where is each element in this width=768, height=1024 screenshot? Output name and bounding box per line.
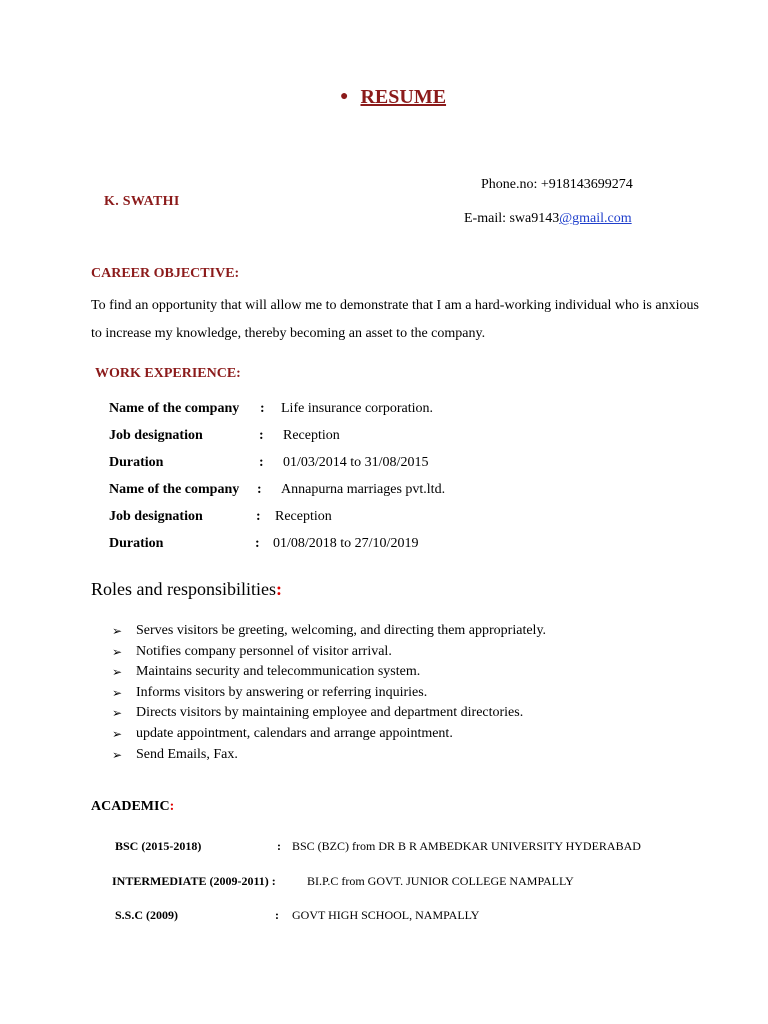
academic-row-label: S.S.C (2009) bbox=[115, 908, 179, 922]
candidate-name: K. SWATHI bbox=[104, 194, 180, 209]
arrowhead-icon: ➢ bbox=[112, 747, 123, 762]
list-item bbox=[112, 662, 546, 683]
list-item-text: Serves visitors be greeting, welcoming, and directing them appropriately. bbox=[136, 623, 547, 638]
list-item bbox=[112, 642, 546, 663]
work-row-colon: : bbox=[259, 428, 264, 443]
roles-heading-colon: : bbox=[275, 579, 282, 599]
work-row-value: Reception bbox=[283, 428, 340, 443]
roles-list bbox=[112, 621, 546, 765]
academic-row-label: INTERMEDIATE (2009-2011) : bbox=[112, 874, 276, 888]
email-link[interactable]: @gmail.com bbox=[559, 211, 632, 226]
list-item-text: Send Emails, Fax. bbox=[136, 746, 238, 762]
work-row-label: Duration bbox=[109, 455, 164, 470]
list-item-text: update appointment, calendars and arrange appointment. bbox=[136, 725, 453, 741]
academic-row-colon: : bbox=[275, 908, 279, 922]
list-item bbox=[112, 745, 546, 766]
work-row-colon: : bbox=[260, 401, 265, 416]
career-objective-text: To find an opportunity that will allow me to demonstrate that I am a hard-working individual who is anxious to increase my knowledge, thereby becoming an asset to the company. bbox=[91, 298, 699, 341]
list-item bbox=[112, 621, 546, 642]
roles-heading-text: Roles and responsibilities bbox=[91, 579, 276, 599]
list-item-text: Maintains security and telecommunication system. bbox=[136, 664, 421, 680]
work-row-value: 01/03/2014 to 31/08/2015 bbox=[283, 455, 429, 470]
academic-heading-text: ACADEMIC bbox=[91, 799, 170, 814]
academic-row-value: BSC (BZC) from DR B R AMBEDKAR UNIVERSITY HYDERABAD bbox=[292, 839, 641, 853]
work-row-label: Job designation bbox=[109, 428, 203, 443]
academic-row-colon: : bbox=[277, 839, 281, 853]
academic-heading-colon: : bbox=[169, 799, 175, 814]
phone-number: Phone.no: +918143699274 bbox=[481, 177, 633, 192]
work-row-label: Duration bbox=[109, 536, 164, 551]
academic-row-value: BI.P.C from GOVT. JUNIOR COLLEGE NAMPALLY bbox=[307, 874, 574, 888]
academic-row-label: BSC (2015-2018) bbox=[115, 839, 202, 853]
work-row-colon: : bbox=[257, 482, 262, 497]
arrowhead-icon: ➢ bbox=[112, 665, 123, 680]
work-experience-heading: WORK EXPERIENCE: bbox=[95, 366, 241, 381]
academic-row-value: GOVT HIGH SCHOOL, NAMPALLY bbox=[292, 908, 480, 922]
roles-heading bbox=[91, 579, 282, 600]
work-row-colon: : bbox=[259, 455, 264, 470]
list-item-text: Notifies company personnel of visitor arrival. bbox=[136, 643, 392, 659]
list-item bbox=[112, 724, 546, 745]
list-item bbox=[112, 703, 546, 724]
bullet-icon: ● bbox=[340, 89, 349, 104]
work-row-value: Life insurance corporation. bbox=[281, 401, 433, 416]
work-row-value: 01/08/2018 to 27/10/2019 bbox=[273, 536, 419, 551]
career-objective-heading: CAREER OBJECTIVE: bbox=[91, 266, 240, 281]
resume-title: RESUME bbox=[360, 86, 447, 108]
work-row-label: Name of the company bbox=[109, 401, 240, 416]
academic-heading bbox=[91, 799, 174, 815]
arrowhead-icon: ➢ bbox=[112, 726, 123, 741]
email-address bbox=[464, 211, 632, 227]
work-row-value: Reception bbox=[275, 509, 332, 524]
arrowhead-icon: ➢ bbox=[112, 624, 123, 638]
work-row-label: Job designation bbox=[109, 509, 203, 524]
list-item-text: Directs visitors by maintaining employee and department directories. bbox=[136, 705, 524, 721]
work-row-label: Name of the company bbox=[109, 482, 240, 497]
arrowhead-icon: ➢ bbox=[112, 685, 123, 700]
list-item-text: Informs visitors by answering or referring inquiries. bbox=[136, 684, 428, 700]
arrowhead-icon: ➢ bbox=[112, 706, 123, 721]
email-prefix: E-mail: swa9143 bbox=[464, 211, 560, 226]
work-row-colon: : bbox=[256, 509, 261, 524]
work-row-colon: : bbox=[255, 536, 260, 551]
resume-title-block bbox=[340, 86, 446, 109]
list-item bbox=[112, 683, 546, 704]
arrowhead-icon: ➢ bbox=[112, 644, 123, 659]
work-row-value: Annapurna marriages pvt.ltd. bbox=[281, 482, 446, 497]
